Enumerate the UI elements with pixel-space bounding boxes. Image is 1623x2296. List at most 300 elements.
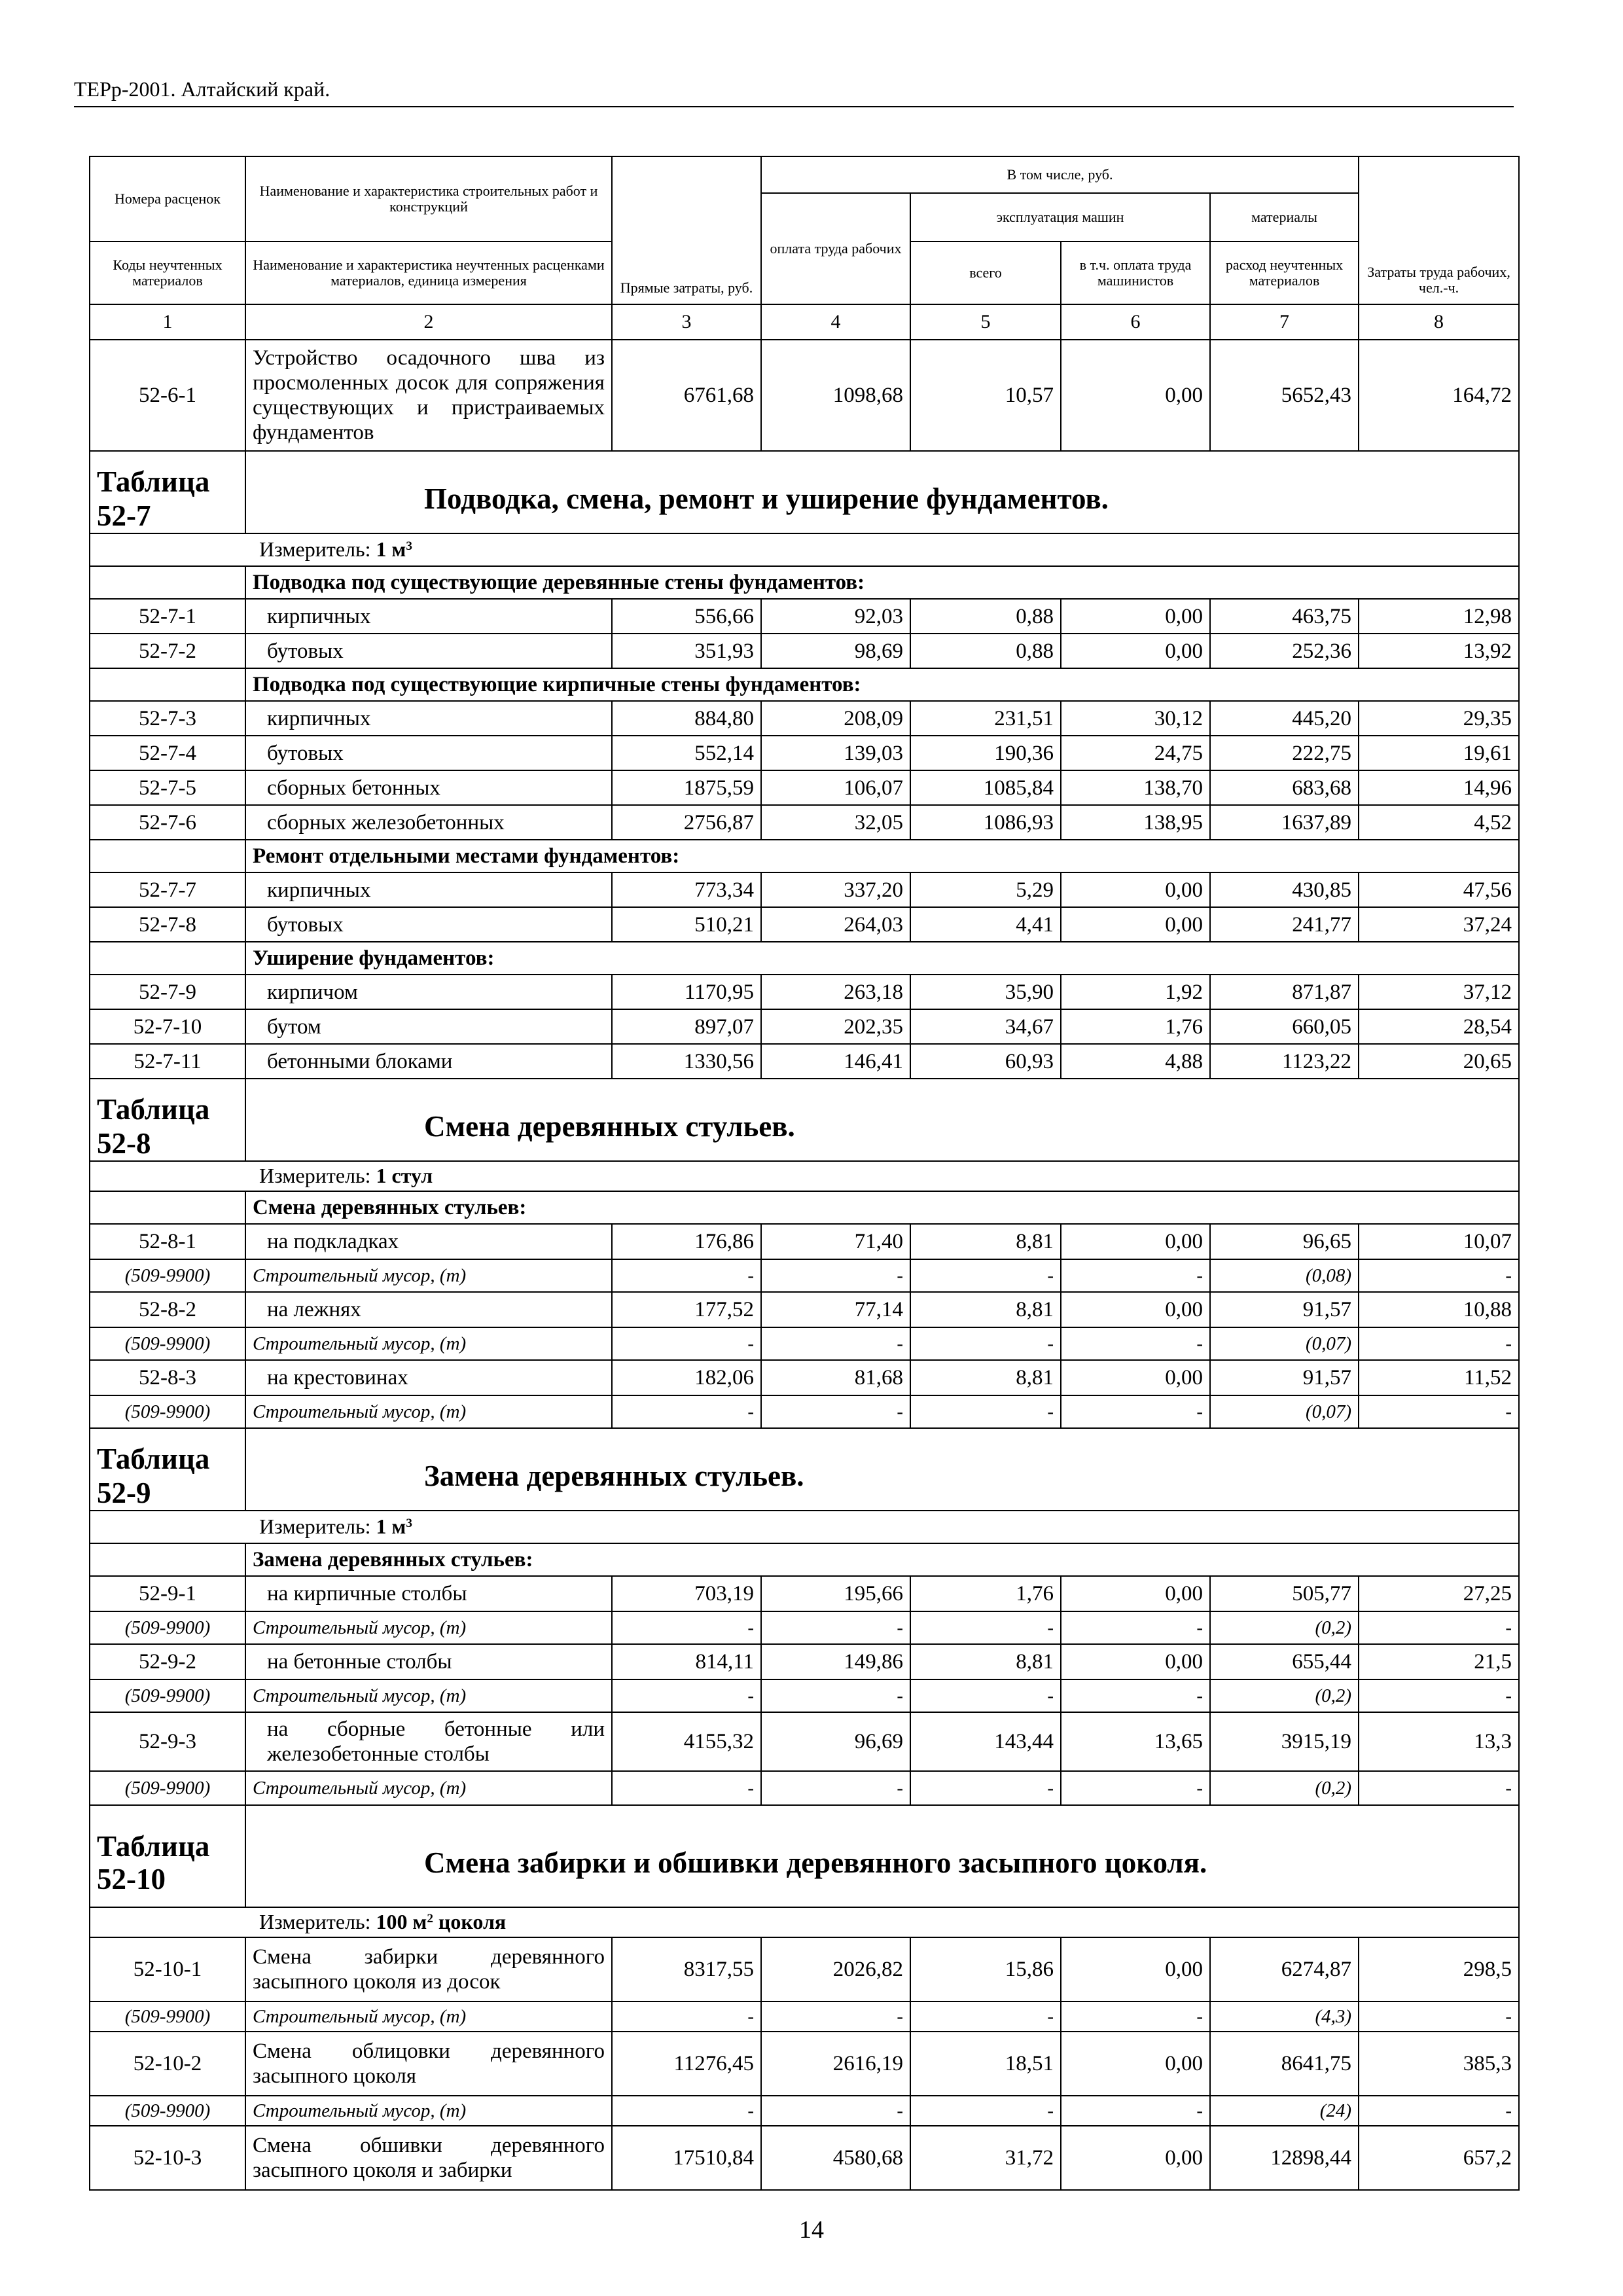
rate-code: 52-7-11 xyxy=(90,1044,245,1079)
materials-cost: 241,77 xyxy=(1210,907,1359,942)
rate-code: 52-9-1 xyxy=(90,1576,245,1611)
direct-cost: 814,11 xyxy=(612,1644,761,1679)
materials-cost: (0,2) xyxy=(1210,1611,1359,1644)
col-header-total: всего xyxy=(910,242,1061,304)
rate-code: (509-9900) xyxy=(90,2001,245,2032)
rate-row xyxy=(90,634,1519,668)
materials-cost: (0,2) xyxy=(1210,1679,1359,1712)
work-name: на сборные бетонные или железобетонные столбы xyxy=(245,1712,612,1771)
section-spacer xyxy=(90,566,245,599)
materials-cost: (24) xyxy=(1210,2096,1359,2126)
col-header-codes: Номера расценок xyxy=(90,156,245,242)
rate-code: 52-7-2 xyxy=(90,634,245,668)
measure-label: Измеритель: xyxy=(259,1164,371,1187)
col-header-machinists: в т.ч. оплата труда машинистов xyxy=(1061,242,1210,304)
machinists-pay: - xyxy=(1061,1679,1210,1712)
col-num: 1 xyxy=(90,304,245,340)
col-num: 4 xyxy=(761,304,910,340)
material-row xyxy=(90,2001,1519,2032)
work-name: Устройство осадочного шва из просмоленных досок для сопряжения существующих и пристраиваемых фундаментов xyxy=(245,340,612,451)
work-name: бутовых xyxy=(245,736,612,770)
direct-cost: 1330,56 xyxy=(612,1044,761,1079)
machinists-pay: 4,88 xyxy=(1061,1044,1210,1079)
direct-cost: 6761,68 xyxy=(612,340,761,451)
machines-total: 1086,93 xyxy=(910,805,1061,840)
machines-total: - xyxy=(910,1327,1061,1360)
col-header-direct: Прямые затраты, руб. xyxy=(612,156,761,304)
rate-code: (509-9900) xyxy=(90,1771,245,1805)
labor-pay: 71,40 xyxy=(761,1224,910,1259)
work-name: на крестовинах xyxy=(245,1360,612,1395)
materials-cost: 91,57 xyxy=(1210,1360,1359,1395)
price-table xyxy=(89,156,1520,2191)
labor-hours: 11,52 xyxy=(1359,1360,1519,1395)
material-row xyxy=(90,2096,1519,2126)
section-spacer xyxy=(90,1543,245,1576)
col-header-name-mat: Наименование и характеристика неучтенных расценками материалов, единица измерения xyxy=(245,242,612,304)
materials-cost: (0,07) xyxy=(1210,1395,1359,1428)
work-name: Строительный мусор, (т) xyxy=(245,1395,612,1428)
section-row xyxy=(90,668,1519,701)
machinists-pay: 0,00 xyxy=(1061,1937,1210,2001)
materials-cost: 96,65 xyxy=(1210,1224,1359,1259)
machinists-pay: 138,70 xyxy=(1061,770,1210,805)
labor-hours: - xyxy=(1359,2096,1519,2126)
labor-hours: 28,54 xyxy=(1359,1009,1519,1044)
measure-label: Измеритель: xyxy=(259,1910,371,1933)
col-header-name: Наименование и характеристика строительных работ и конструкций xyxy=(245,156,612,242)
direct-cost: 4155,32 xyxy=(612,1712,761,1771)
col-num: 3 xyxy=(612,304,761,340)
machines-total: - xyxy=(910,2096,1061,2126)
measure-label: Измеритель: xyxy=(259,1515,371,1538)
rate-row xyxy=(90,872,1519,907)
section-heading: Ремонт отдельными местами фундаментов: xyxy=(245,840,1519,872)
labor-pay: - xyxy=(761,1611,910,1644)
header-rule xyxy=(74,106,1514,107)
materials-cost: 430,85 xyxy=(1210,872,1359,907)
measure xyxy=(90,533,1519,566)
labor-pay: 2616,19 xyxy=(761,2032,910,2096)
material-row xyxy=(90,1771,1519,1805)
section-row xyxy=(90,942,1519,975)
materials-cost: 871,87 xyxy=(1210,975,1359,1009)
machinists-pay: 0,00 xyxy=(1061,2032,1210,2096)
rate-row xyxy=(90,1224,1519,1259)
rate-row xyxy=(90,1576,1519,1611)
labor-hours: 164,72 xyxy=(1359,340,1519,451)
direct-cost: 897,07 xyxy=(612,1009,761,1044)
section-row xyxy=(90,1191,1519,1224)
labor-pay: - xyxy=(761,1679,910,1712)
labor-hours: 14,96 xyxy=(1359,770,1519,805)
direct-cost: 11276,45 xyxy=(612,2032,761,2096)
labor-hours: - xyxy=(1359,1395,1519,1428)
rate-row xyxy=(90,1292,1519,1327)
work-name: Строительный мусор, (т) xyxy=(245,1611,612,1644)
rate-code: 52-8-3 xyxy=(90,1360,245,1395)
labor-pay: 195,66 xyxy=(761,1576,910,1611)
rate-code: 52-7-3 xyxy=(90,701,245,736)
labor-hours: 47,56 xyxy=(1359,872,1519,907)
labor-hours: 13,3 xyxy=(1359,1712,1519,1771)
rate-code: 52-7-1 xyxy=(90,599,245,634)
material-row xyxy=(90,1259,1519,1292)
labor-hours: 12,98 xyxy=(1359,599,1519,634)
col-header-codes-mat: Коды неучтенных материалов xyxy=(90,242,245,304)
work-name: Строительный мусор, (т) xyxy=(245,2001,612,2032)
labor-pay: - xyxy=(761,1395,910,1428)
labor-hours: - xyxy=(1359,1679,1519,1712)
work-name: бутовых xyxy=(245,634,612,668)
rate-row xyxy=(90,1009,1519,1044)
materials-cost: (0,08) xyxy=(1210,1259,1359,1292)
table-title: Таблица 52-10 xyxy=(90,1805,245,1907)
work-name: Строительный мусор, (т) xyxy=(245,1679,612,1712)
labor-hours: 385,3 xyxy=(1359,2032,1519,2096)
work-name: на лежнях xyxy=(245,1292,612,1327)
col-num: 5 xyxy=(910,304,1061,340)
col-header-incl: В том числе, руб. xyxy=(761,156,1359,193)
machinists-pay: 24,75 xyxy=(1061,736,1210,770)
rate-row xyxy=(90,599,1519,634)
table-heading: Смена забирки и обшивки деревянного засыпного цоколя. xyxy=(245,1805,1519,1907)
labor-hours: 27,25 xyxy=(1359,1576,1519,1611)
labor-pay: - xyxy=(761,2001,910,2032)
materials-cost: (0,2) xyxy=(1210,1771,1359,1805)
col-num: 2 xyxy=(245,304,612,340)
labor-pay: - xyxy=(761,1327,910,1360)
labor-pay: 96,69 xyxy=(761,1712,910,1771)
direct-cost: 773,34 xyxy=(612,872,761,907)
section-row xyxy=(90,1543,1519,1576)
page-number: 14 xyxy=(799,2216,824,2244)
materials-cost: 1637,89 xyxy=(1210,805,1359,840)
rate-row xyxy=(90,805,1519,840)
labor-hours: 13,92 xyxy=(1359,634,1519,668)
machinists-pay: 0,00 xyxy=(1061,872,1210,907)
running-header: ТЕРр-2001. Алтайский край. xyxy=(74,77,330,101)
work-name: бутовых xyxy=(245,907,612,942)
rate-code: 52-7-10 xyxy=(90,1009,245,1044)
section-heading: Замена деревянных стульев: xyxy=(245,1543,1519,1576)
direct-cost: 556,66 xyxy=(612,599,761,634)
rate-code: 52-7-9 xyxy=(90,975,245,1009)
table-heading: Смена деревянных стульев. xyxy=(245,1079,1519,1161)
labor-pay: 263,18 xyxy=(761,975,910,1009)
rate-code: 52-7-8 xyxy=(90,907,245,942)
labor-pay: 208,09 xyxy=(761,701,910,736)
labor-hours: - xyxy=(1359,2001,1519,2032)
labor-hours: - xyxy=(1359,1259,1519,1292)
col-num: 7 xyxy=(1210,304,1359,340)
machinists-pay: - xyxy=(1061,1771,1210,1805)
work-name: сборных бетонных xyxy=(245,770,612,805)
work-name: Строительный мусор, (т) xyxy=(245,1771,612,1805)
materials-cost: (4,3) xyxy=(1210,2001,1359,2032)
machines-total: 31,72 xyxy=(910,2126,1061,2190)
rate-code: 52-8-2 xyxy=(90,1292,245,1327)
labor-hours: - xyxy=(1359,1327,1519,1360)
labor-hours: 4,52 xyxy=(1359,805,1519,840)
labor-pay: - xyxy=(761,1259,910,1292)
rate-code: (509-9900) xyxy=(90,1327,245,1360)
labor-hours: 37,12 xyxy=(1359,975,1519,1009)
rate-row xyxy=(90,1712,1519,1771)
col-header-unaccounted: расход неучтенных материалов xyxy=(1210,242,1359,304)
rate-row xyxy=(90,907,1519,942)
labor-pay: - xyxy=(761,1771,910,1805)
rate-code: 52-6-1 xyxy=(90,340,245,451)
labor-hours: 20,65 xyxy=(1359,1044,1519,1079)
direct-cost: 182,06 xyxy=(612,1360,761,1395)
direct-cost: 552,14 xyxy=(612,736,761,770)
rate-row xyxy=(90,736,1519,770)
direct-cost: - xyxy=(612,2001,761,2032)
work-name: Смена забирки деревянного засыпного цоколя из досок xyxy=(245,1937,612,2001)
direct-cost: 2756,87 xyxy=(612,805,761,840)
rate-code: 52-7-5 xyxy=(90,770,245,805)
materials-cost: 91,57 xyxy=(1210,1292,1359,1327)
direct-cost: 8317,55 xyxy=(612,1937,761,2001)
work-name: бетонными блоками xyxy=(245,1044,612,1079)
measure-sup: 3 xyxy=(406,1516,412,1531)
labor-hours: 29,35 xyxy=(1359,701,1519,736)
col-num: 6 xyxy=(1061,304,1210,340)
machinists-pay: 0,00 xyxy=(1061,1644,1210,1679)
work-name: Строительный мусор, (т) xyxy=(245,1327,612,1360)
table-header xyxy=(90,156,1519,340)
labor-hours: - xyxy=(1359,1771,1519,1805)
machines-total: 5,29 xyxy=(910,872,1061,907)
rate-row xyxy=(90,1360,1519,1395)
measure-value: 1 м xyxy=(376,537,406,561)
machines-total: - xyxy=(910,1259,1061,1292)
materials-cost: 6274,87 xyxy=(1210,1937,1359,2001)
machines-total: 15,86 xyxy=(910,1937,1061,2001)
work-name: кирпичных xyxy=(245,701,612,736)
col-header-labor-cost: Затраты труда рабочих, чел.-ч. xyxy=(1359,156,1519,304)
machinists-pay: 13,65 xyxy=(1061,1712,1210,1771)
machines-total: 35,90 xyxy=(910,975,1061,1009)
rate-code: (509-9900) xyxy=(90,2096,245,2126)
direct-cost: 177,52 xyxy=(612,1292,761,1327)
machines-total: 0,88 xyxy=(910,599,1061,634)
machinists-pay: 138,95 xyxy=(1061,805,1210,840)
direct-cost: 1875,59 xyxy=(612,770,761,805)
measure-value: 1 м xyxy=(376,1515,406,1538)
machines-total: 60,93 xyxy=(910,1044,1061,1079)
labor-hours: 37,24 xyxy=(1359,907,1519,942)
materials-cost: 222,75 xyxy=(1210,736,1359,770)
machinists-pay: - xyxy=(1061,2001,1210,2032)
machinists-pay: - xyxy=(1061,1327,1210,1360)
labor-hours: 657,2 xyxy=(1359,2126,1519,2190)
direct-cost: 17510,84 xyxy=(612,2126,761,2190)
machines-total: - xyxy=(910,1679,1061,1712)
measure xyxy=(90,1511,1519,1543)
table-title: Таблица 52-8 xyxy=(90,1079,245,1161)
rate-code: (509-9900) xyxy=(90,1395,245,1428)
materials-cost: 463,75 xyxy=(1210,599,1359,634)
col-num: 8 xyxy=(1359,304,1519,340)
materials-cost: 8641,75 xyxy=(1210,2032,1359,2096)
labor-pay: 32,05 xyxy=(761,805,910,840)
material-row xyxy=(90,1611,1519,1644)
work-name: Смена обшивки деревянного засыпного цоколя и забирки xyxy=(245,2126,612,2190)
rate-row xyxy=(90,340,1519,451)
machines-total: 8,81 xyxy=(910,1360,1061,1395)
table-heading: Замена деревянных стульев. xyxy=(245,1428,1519,1511)
work-name: Строительный мусор, (т) xyxy=(245,2096,612,2126)
materials-cost: 3915,19 xyxy=(1210,1712,1359,1771)
machines-total: 8,81 xyxy=(910,1292,1061,1327)
labor-hours: 298,5 xyxy=(1359,1937,1519,2001)
section-heading: Подводка под существующие кирпичные стены фундаментов: xyxy=(245,668,1519,701)
measure-sup: 3 xyxy=(406,539,412,554)
section-row xyxy=(90,566,1519,599)
machinists-pay: 0,00 xyxy=(1061,1576,1210,1611)
machines-total: - xyxy=(910,1395,1061,1428)
machines-total: 190,36 xyxy=(910,736,1061,770)
rate-code: 52-10-1 xyxy=(90,1937,245,2001)
direct-cost: - xyxy=(612,1395,761,1428)
machinists-pay: 0,00 xyxy=(1061,907,1210,942)
measure xyxy=(90,1907,1519,1937)
labor-pay: - xyxy=(761,2096,910,2126)
section-spacer xyxy=(90,668,245,701)
col-header-materials: материалы xyxy=(1210,193,1359,242)
materials-cost: 252,36 xyxy=(1210,634,1359,668)
rate-row xyxy=(90,1044,1519,1079)
labor-pay: 4580,68 xyxy=(761,2126,910,2190)
measure-sup: 2 xyxy=(427,1912,433,1926)
machines-total: 8,81 xyxy=(910,1224,1061,1259)
rate-code: 52-8-1 xyxy=(90,1224,245,1259)
machines-total: 34,67 xyxy=(910,1009,1061,1044)
rate-row xyxy=(90,1937,1519,2001)
machinists-pay: 1,92 xyxy=(1061,975,1210,1009)
materials-cost: (0,07) xyxy=(1210,1327,1359,1360)
direct-cost: - xyxy=(612,2096,761,2126)
labor-pay: 139,03 xyxy=(761,736,910,770)
work-name: Строительный мусор, (т) xyxy=(245,1259,612,1292)
col-header-labor-pay: оплата труда рабочих xyxy=(761,193,910,304)
col-header-machines: эксплуатация машин xyxy=(910,193,1210,242)
rate-code: (509-9900) xyxy=(90,1679,245,1712)
machines-total: 10,57 xyxy=(910,340,1061,451)
materials-cost: 683,68 xyxy=(1210,770,1359,805)
direct-cost: - xyxy=(612,1679,761,1712)
materials-cost: 445,20 xyxy=(1210,701,1359,736)
machinists-pay: 0,00 xyxy=(1061,340,1210,451)
measure-suffix: цоколя xyxy=(433,1910,507,1933)
material-row xyxy=(90,1679,1519,1712)
direct-cost: - xyxy=(612,1327,761,1360)
work-name: кирпичом xyxy=(245,975,612,1009)
labor-pay: 146,41 xyxy=(761,1044,910,1079)
machinists-pay: - xyxy=(1061,1395,1210,1428)
material-row xyxy=(90,1327,1519,1360)
rate-row xyxy=(90,701,1519,736)
machinists-pay: - xyxy=(1061,2096,1210,2126)
section-spacer xyxy=(90,942,245,975)
machines-total: - xyxy=(910,2001,1061,2032)
rate-code: 52-7-6 xyxy=(90,805,245,840)
rate-code: 52-7-4 xyxy=(90,736,245,770)
materials-cost: 12898,44 xyxy=(1210,2126,1359,2190)
labor-pay: 202,35 xyxy=(761,1009,910,1044)
section-spacer xyxy=(90,1191,245,1224)
direct-cost: 176,86 xyxy=(612,1224,761,1259)
machinists-pay: 0,00 xyxy=(1061,1360,1210,1395)
rate-row xyxy=(90,770,1519,805)
material-row xyxy=(90,1395,1519,1428)
labor-pay: 149,86 xyxy=(761,1644,910,1679)
machinists-pay: 0,00 xyxy=(1061,1292,1210,1327)
direct-cost: - xyxy=(612,1259,761,1292)
table-title: Таблица 52-9 xyxy=(90,1428,245,1511)
machinists-pay: 1,76 xyxy=(1061,1009,1210,1044)
labor-pay: 92,03 xyxy=(761,599,910,634)
direct-cost: 351,93 xyxy=(612,634,761,668)
machines-total: 1,76 xyxy=(910,1576,1061,1611)
materials-cost: 5652,43 xyxy=(1210,340,1359,451)
labor-pay: 2026,82 xyxy=(761,1937,910,2001)
rate-code: 52-10-2 xyxy=(90,2032,245,2096)
materials-cost: 505,77 xyxy=(1210,1576,1359,1611)
table-title: Таблица 52-7 xyxy=(90,451,245,533)
labor-pay: 81,68 xyxy=(761,1360,910,1395)
rate-row xyxy=(90,1644,1519,1679)
rate-code: (509-9900) xyxy=(90,1259,245,1292)
direct-cost: 1170,95 xyxy=(612,975,761,1009)
materials-cost: 660,05 xyxy=(1210,1009,1359,1044)
machinists-pay: 30,12 xyxy=(1061,701,1210,736)
work-name: на бетонные столбы xyxy=(245,1644,612,1679)
labor-hours: 10,07 xyxy=(1359,1224,1519,1259)
section-heading: Смена деревянных стульев: xyxy=(245,1191,1519,1224)
column-numbers xyxy=(90,304,1519,340)
rate-row xyxy=(90,975,1519,1009)
measure-value: 1 стул xyxy=(376,1164,433,1187)
rate-code: 52-7-7 xyxy=(90,872,245,907)
machinists-pay: 0,00 xyxy=(1061,2126,1210,2190)
work-name: на кирпичные столбы xyxy=(245,1576,612,1611)
labor-hours: - xyxy=(1359,1611,1519,1644)
machines-total: 0,88 xyxy=(910,634,1061,668)
machines-total: 4,41 xyxy=(910,907,1061,942)
machinists-pay: 0,00 xyxy=(1061,634,1210,668)
measure-label: Измеритель: xyxy=(259,537,371,561)
work-name: кирпичных xyxy=(245,872,612,907)
direct-cost: - xyxy=(612,1611,761,1644)
direct-cost: 510,21 xyxy=(612,907,761,942)
work-name: сборных железобетонных xyxy=(245,805,612,840)
machinists-pay: 0,00 xyxy=(1061,599,1210,634)
machinists-pay: - xyxy=(1061,1611,1210,1644)
rate-row xyxy=(90,2126,1519,2190)
labor-pay: 77,14 xyxy=(761,1292,910,1327)
materials-cost: 1123,22 xyxy=(1210,1044,1359,1079)
machines-total: - xyxy=(910,1611,1061,1644)
section-row xyxy=(90,840,1519,872)
work-name: Смена облицовки деревянного засыпного цоколя xyxy=(245,2032,612,2096)
rate-code: 52-9-2 xyxy=(90,1644,245,1679)
measure-value: 100 м xyxy=(376,1910,427,1933)
direct-cost: 703,19 xyxy=(612,1576,761,1611)
measure xyxy=(90,1161,1519,1191)
